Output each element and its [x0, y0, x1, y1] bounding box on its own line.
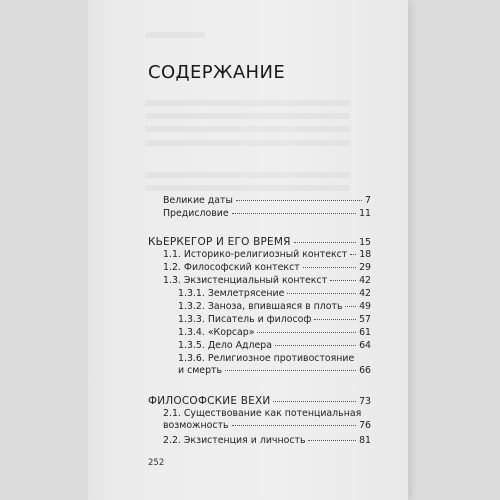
page-number: 252 [148, 458, 165, 468]
toc-entry [178, 314, 371, 326]
toc-entry [163, 435, 371, 447]
dot-leader [273, 401, 356, 402]
toc-entry [163, 195, 371, 207]
dot-leader [350, 254, 356, 255]
toc-entry-page: 18 [359, 249, 372, 260]
toc-entry-page: 15 [359, 237, 371, 248]
toc-entry-label: Предисловие [163, 208, 229, 219]
bleed-through [145, 113, 350, 119]
bleed-through [145, 172, 350, 178]
dot-leader [232, 425, 357, 426]
toc-entry-label: 2.1. Существование как потенциальная [163, 408, 362, 419]
toc-entry-label-continued: возможность [163, 420, 229, 431]
toc-entry-label: 2.2. Экзистенция и личность [163, 435, 306, 446]
toc-entry-label: 1.3.4. «Корсар» [178, 327, 255, 338]
bleed-through [145, 32, 205, 38]
toc-entry-page: 42 [359, 275, 371, 286]
toc-entry-label: КЬЕРКЕГОР И ЕГО ВРЕМЯ [148, 236, 291, 248]
toc-entry-page: 11 [359, 208, 371, 219]
page-title: СОДЕРЖАНИЕ [148, 62, 286, 83]
dot-leader [236, 200, 362, 201]
dot-leader [257, 332, 356, 333]
dot-leader [275, 345, 356, 346]
bleed-through [145, 100, 350, 106]
toc-entry [178, 288, 371, 300]
toc-entry-label: 1.2. Философский контекст [163, 262, 300, 273]
toc-entry-label-continued: и смерть [178, 365, 223, 376]
dot-leader [225, 370, 356, 371]
toc-entry-label: 1.3.6. Религиозное противостояние [178, 353, 355, 364]
toc-entry-page: 7 [365, 195, 371, 206]
dot-leader [314, 319, 356, 320]
bleed-through [145, 140, 350, 146]
toc-entry-continuation [163, 420, 371, 432]
dot-leader [287, 293, 356, 294]
toc-entry [178, 340, 371, 352]
toc-entry-label: 1.1. Историко-религиозный контекст [163, 249, 348, 260]
toc-entry-page: 66 [359, 365, 371, 376]
dot-leader [303, 267, 356, 268]
toc-entry-label: 1.3.5. Дело Адлера [178, 340, 272, 351]
toc-entry-page: 57 [359, 314, 371, 325]
toc-entry-label: Великие даты [163, 195, 233, 206]
dot-leader [294, 242, 356, 243]
toc-entry-page: 73 [359, 396, 371, 407]
toc-section-heading [148, 236, 371, 249]
dot-leader [345, 306, 356, 307]
dot-leader [232, 213, 356, 214]
toc-entry [163, 249, 371, 261]
toc-entry [163, 275, 371, 287]
toc-entry-label: 1.3.1. Землетрясение [178, 288, 285, 299]
toc-entry-continuation [178, 365, 371, 377]
toc-entry [178, 327, 371, 339]
toc-entry-page: 81 [359, 435, 371, 446]
bleed-through [145, 185, 350, 191]
toc-entry [163, 408, 371, 432]
toc-entry-label: 1.3. Экзистенциальный контекст [163, 275, 328, 286]
toc-entry-label: 1.3.3. Писатель и философ [178, 314, 312, 325]
toc-entry-page: 42 [359, 288, 371, 299]
toc-entry-page: 61 [359, 327, 371, 338]
toc-entry-page: 64 [359, 340, 371, 351]
toc-entry [163, 208, 371, 220]
toc-section-heading [148, 395, 371, 408]
toc-entry-page: 49 [359, 301, 371, 312]
dot-leader [330, 280, 356, 281]
toc-entry-page: 29 [359, 262, 371, 273]
toc-entry-page: 76 [359, 420, 371, 431]
toc-entry-label: ФИЛОСОФСКИЕ ВЕХИ [148, 395, 271, 407]
toc-entry [178, 301, 371, 313]
bleed-through [145, 126, 350, 132]
toc-entry-label: 1.3.2. Заноза, впившаяся в плоть [178, 301, 343, 312]
toc-entry [178, 353, 371, 377]
toc-entry [163, 262, 371, 274]
dot-leader [308, 440, 356, 441]
